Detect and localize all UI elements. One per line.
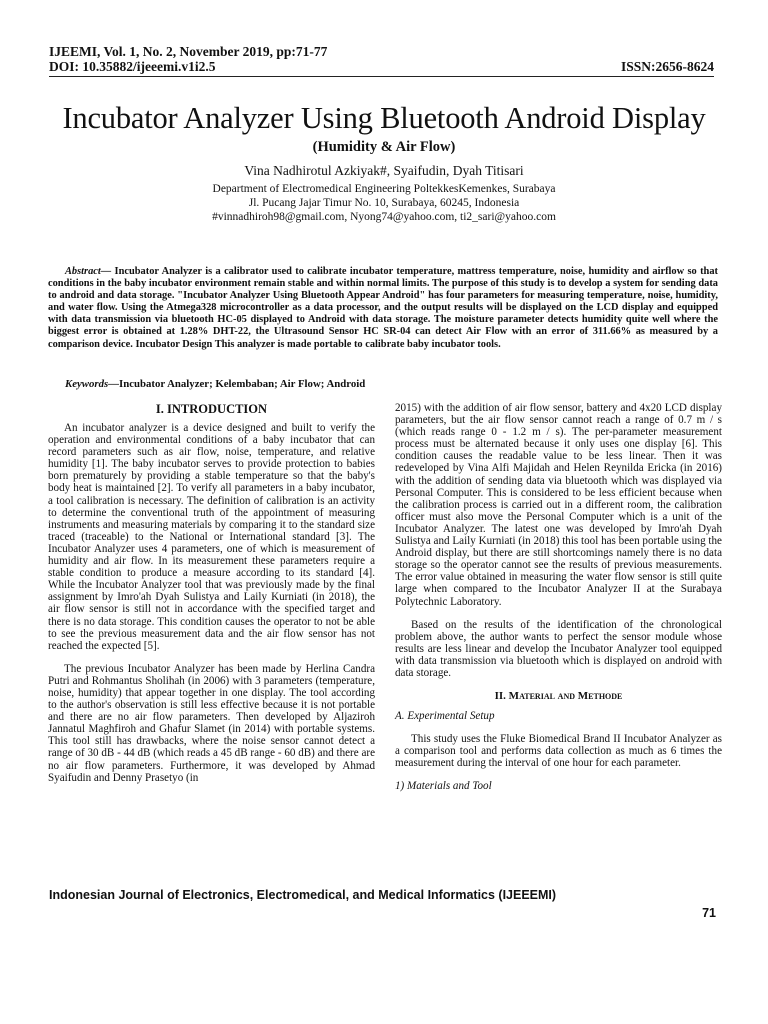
paper-title: Incubator Analyzer Using Bluetooth Android Display — [62, 101, 706, 135]
abstract-label: Abstract— — [65, 266, 112, 277]
page-number: 71 — [702, 906, 716, 920]
body-paragraph: An incubator analyzer is a device designed and built to verify the operation and environmental conditions of a baby incubator that can record parameters such as air flow, noise, temperature, and relative humidity [1]. The baby incubator serves to provide protection to babies born prematurely by providing a stable temperature so that the baby's body heat is maintained [2]. To verify all parameters in a baby incubator, a tool calibration is necessary. The definition of calibration is an activity to determine the conventional truth of the appointment of measuring instruments and measuring materials by comparing it to the standard size traced (traceable) to the National or International standard [3]. The Incubator Analyzer uses 4 parameters, one of which is measurement of humidity and air flow. In its measurement these parameters require a stable condition to produce a measure according to its standard [4]. While the Incubator Analyzer tool that was previously made by the final assignment by Imro'ah Dyah Sulistya and Laily Kurniati (in 2018), the air flow sensor is still not in accordance with the specified target and there is no data storage. This condition causes the operator to not be able to see the previous measurement data and the air flow sensor has not reached the expected [5]. — [48, 422, 375, 652]
footer-journal-name: Indonesian Journal of Electronics, Electromedical, and Medical Informatics (IJEEEMI) — [49, 888, 557, 902]
keywords — [65, 378, 715, 391]
section-heading-introduction: I. INTRODUCTION — [155, 402, 268, 416]
author-list: Vina Nadhirotul Azkiyak#, Syaifudin, Dyah Titisari — [244, 163, 524, 178]
affiliation-emails: #vinnadhiroh98@gmail.com, Nyong74@yahoo.com, ti2_sari@yahoo.com — [212, 211, 556, 223]
running-header-doi: DOI: 10.35882/ijeeemi.v1i2.5 — [49, 59, 216, 74]
header-divider — [49, 76, 714, 77]
body-paragraph: The previous Incubator Analyzer has been made by Herlina Candra Putri and Rohmantus Sholihah (in 2006) with 3 parameters (temperature, noise, humidity) that appear together in one display. The tool according to the author's observation is still less effective because it is not portable and there are no air flow parameters. Then developed by Aljaziroh Jannatul Maghfiroh and Ghafur Slamet (in 2014) with portable systems. This tool still has drawbacks, where the noise sensor cannot detect a range of 30 dB - 44 dB (which reads a 45 dB range - 60 dB) and there are no air flow parameters. Furthermore, it was developed by Ahmad Syaifudin and Denny Prasetyo (in — [48, 662, 375, 784]
running-header-issn: ISSN:2656-8624 — [620, 59, 714, 74]
running-header-journal: IJEEMI, Vol. 1, No. 2, November 2019, pp:71-77 — [49, 44, 328, 59]
body-paragraph: 2015) with the addition of air flow sensor, battery and 4x20 LCD display parameters, but the air flow sensor cannot reach a range of 0.7 m / s (which reads range 0 - 1.2 m / s). The per-parameter measurement process must be alternated because it only uses one display [6]. This condition causes the readable value to be less linear. Then it was redeveloped by Vina Alfi Majidah and Helen Reynilda Ericka (in 2016) with the addition of sending data via bluetooth which was displayed via Personal Computer. This is considered to be less efficient because when the calibration process is carried out in a different room, the calibration officer must also move the Personal Computer which is a unit of the Incubator Analyzer. The latest one was developed by Imro'ah Dyah Sulistya and Laily Kurniati (in 2018) this tool has been portable using the Android display, but there are still shortcomings namely there is no data storage so the operator cannot see the results of previous measurements. The error value obtained in measuring the water flow sensor is still quite large when compared to the Incubator Analyzer II at the Surabaya Polytechnic Laboratory. — [395, 402, 722, 608]
body-paragraph: Based on the results of the identification of the chronological problem above, the author wants to perfect the sensor module whose results are less linear and develop the Incubator Analyzer tool equipped with data transmission via bluetooth which is displayed on android with data storage. — [395, 618, 722, 679]
abstract-text: Incubator Analyzer is a calibrator used to calibrate incubator temperature, mattress temperature, noise, humidity and airflow so that conditions in the baby incubator environment remain stable and within normal limits. The purpose of this study is to develop a system for sending data to android and data storage. "Incubator Analyzer Using Bluetooth Appear Android" has four parameters for measuring temperature, noise, humidity, and water flow. Using the Atmega328 microcontroller as a data processor, and the output results will be displayed on the LCD display and equipped with data transmission via bluetooth HC-05 displayed to Android with data storage. The moisture parameter detects humidity quite well where the biggest error is obtained at 1.28% DHT-22, the Ultrasound Sensor HC SR-04 can detect Air Flow with an error of 311.66% as measured by a comparison device. Incubator Design This analyzer is made portable to calibrate baby incubator tools. — [48, 266, 718, 350]
section-heading-material-methode: II. Material and Methode — [494, 690, 623, 703]
keywords-label: Keywords— — [65, 378, 119, 390]
affiliation-department: Department of Electromedical Engineering PoltekkesKemenkes, Surabaya — [212, 183, 556, 195]
subsection-heading-materials-tool: 1) Materials and Tool — [395, 780, 492, 793]
left-column — [48, 402, 375, 795]
abstract — [48, 266, 718, 351]
right-column — [395, 402, 722, 804]
affiliation-address: Jl. Pucang Jajar Timur No. 10, Surabaya, 60245, Indonesia — [248, 197, 520, 209]
paper-subtitle: (Humidity & Air Flow) — [312, 139, 456, 155]
subsection-heading-experimental-setup: A. Experimental Setup — [395, 710, 495, 723]
keywords-text: Incubator Analyzer; Kelembaban; Air Flow; Android — [119, 378, 366, 390]
body-paragraph: This study uses the Fluke Biomedical Brand II Incubator Analyzer as a comparison tool and performs data collection as much as 6 times the measurement during the interval of one hour for each parameter. — [395, 733, 722, 770]
